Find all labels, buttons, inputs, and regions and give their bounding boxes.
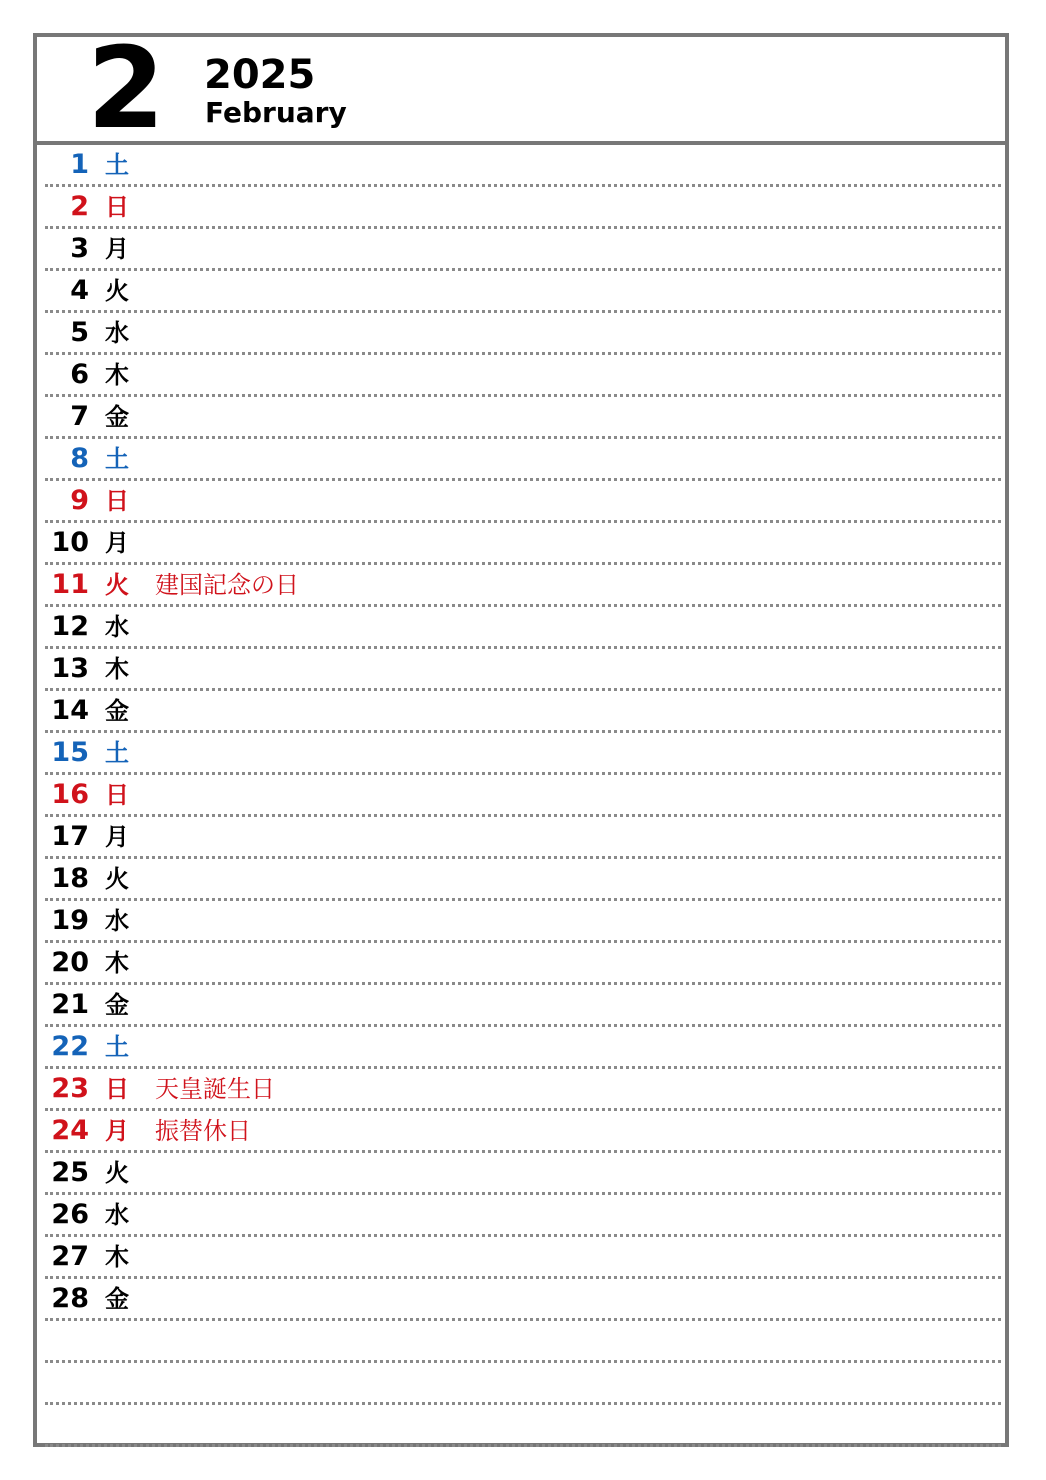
day-number: 8 (70, 443, 89, 474)
day-row (45, 145, 1001, 187)
day-number: 11 (51, 569, 89, 600)
weekday-label: 土 (105, 445, 129, 473)
day-row (45, 187, 1001, 229)
day-row (45, 271, 1001, 313)
weekday-label: 火 (105, 865, 129, 893)
weekday-label: 水 (105, 319, 129, 347)
weekday-label: 金 (105, 991, 129, 1019)
day-row (45, 901, 1001, 943)
day-number: 20 (51, 947, 89, 978)
day-number: 25 (51, 1157, 89, 1188)
day-row (45, 523, 1001, 565)
day-number: 3 (70, 233, 89, 264)
day-row (45, 1405, 1001, 1447)
day-row (45, 1069, 1001, 1111)
day-number: 21 (51, 989, 89, 1020)
day-row (45, 1321, 1001, 1363)
day-row (45, 985, 1001, 1027)
day-row (45, 355, 1001, 397)
weekday-label: 土 (105, 151, 129, 179)
day-number: 16 (51, 779, 89, 810)
holiday-note: 天皇誕生日 (155, 1075, 275, 1103)
weekday-label: 水 (105, 907, 129, 935)
day-list (37, 145, 1005, 1447)
month-name-label: February (205, 96, 347, 129)
year-label: 2025 (204, 52, 316, 98)
day-row (45, 565, 1001, 607)
day-number: 19 (51, 905, 89, 936)
weekday-label: 木 (105, 949, 129, 977)
day-row (45, 859, 1001, 901)
day-row (45, 481, 1001, 523)
day-number: 26 (51, 1199, 89, 1230)
weekday-label: 月 (105, 1117, 129, 1145)
weekday-label: 土 (105, 1033, 129, 1061)
weekday-label: 水 (105, 613, 129, 641)
day-row (45, 733, 1001, 775)
day-number: 5 (70, 317, 89, 348)
weekday-label: 金 (105, 403, 129, 431)
month-number: 2 (87, 24, 165, 154)
weekday-label: 火 (105, 277, 129, 305)
weekday-label: 月 (105, 235, 129, 263)
day-number: 28 (51, 1283, 89, 1314)
weekday-label: 金 (105, 697, 129, 725)
day-row (45, 943, 1001, 985)
day-number: 6 (70, 359, 89, 390)
weekday-label: 金 (105, 1285, 129, 1313)
day-number: 9 (70, 485, 89, 516)
holiday-note: 振替休日 (155, 1117, 251, 1145)
day-number: 12 (51, 611, 89, 642)
day-row (45, 313, 1001, 355)
day-number: 7 (70, 401, 89, 432)
day-row (45, 397, 1001, 439)
weekday-label: 火 (105, 571, 129, 599)
day-number: 17 (51, 821, 89, 852)
day-number: 18 (51, 863, 89, 894)
calendar-frame (33, 24, 1009, 1447)
day-row (45, 1111, 1001, 1153)
weekday-label: 日 (105, 193, 129, 221)
day-row (45, 229, 1001, 271)
day-number: 22 (51, 1031, 89, 1062)
day-number: 2 (70, 191, 89, 222)
weekday-label: 日 (105, 781, 129, 809)
day-number: 23 (51, 1073, 89, 1104)
weekday-label: 日 (105, 1075, 129, 1103)
weekday-label: 木 (105, 655, 129, 683)
holiday-note: 建国記念の日 (155, 571, 299, 599)
weekday-label: 月 (105, 529, 129, 557)
calendar-header (37, 24, 1005, 154)
weekday-label: 木 (105, 361, 129, 389)
day-row (45, 1237, 1001, 1279)
weekday-label: 木 (105, 1243, 129, 1271)
day-row (45, 607, 1001, 649)
day-row (45, 439, 1001, 481)
day-row (45, 1195, 1001, 1237)
day-row (45, 1153, 1001, 1195)
weekday-label: 月 (105, 823, 129, 851)
day-number: 13 (51, 653, 89, 684)
weekday-label: 日 (105, 487, 129, 515)
day-row (45, 775, 1001, 817)
day-number: 24 (51, 1115, 89, 1146)
day-number: 15 (51, 737, 89, 768)
day-row (45, 1363, 1001, 1405)
day-row (45, 691, 1001, 733)
day-row (45, 1279, 1001, 1321)
day-number: 10 (51, 527, 89, 558)
day-number: 27 (51, 1241, 89, 1272)
day-row (45, 1027, 1001, 1069)
weekday-label: 火 (105, 1159, 129, 1187)
day-number: 14 (51, 695, 89, 726)
weekday-label: 水 (105, 1201, 129, 1229)
day-number: 1 (70, 149, 89, 180)
day-number: 4 (70, 275, 89, 306)
day-row (45, 649, 1001, 691)
day-row (45, 817, 1001, 859)
weekday-label: 土 (105, 739, 129, 767)
